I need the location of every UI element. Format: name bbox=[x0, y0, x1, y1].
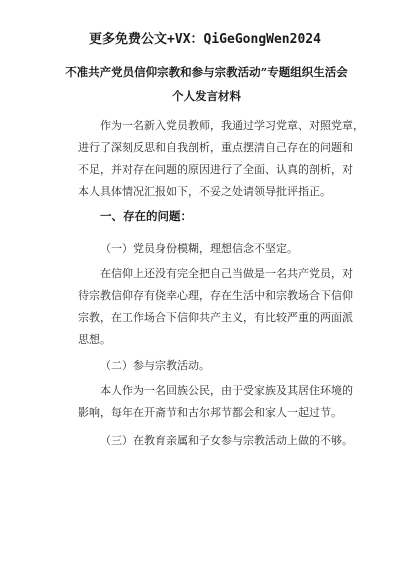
paragraph-line: 思想。 bbox=[78, 333, 111, 346]
subsection-heading-2: （二）参与宗教活动。 bbox=[100, 359, 210, 372]
paragraph-line: 影响，每年在开斋节和古尔邦节都会和家人一起过节。 bbox=[78, 406, 342, 419]
paragraph-line: 宗教，在工作场合下信仰共产主义，有比较严重的两面派 bbox=[78, 311, 353, 324]
intro-line: 作为一名新入党员教师，我通过学习党章、对照党章， bbox=[100, 119, 364, 132]
paragraph-line: 在信仰上还没有完全把自己当做是一名共产党员，对 bbox=[100, 267, 353, 280]
paragraph-line: 本人作为一名回族公民，由于受家族及其居住环境的 bbox=[100, 384, 353, 397]
intro-line: 本人具体情况汇报如下，不妥之处请领导批评指正。 bbox=[78, 185, 331, 198]
paragraph-line: 待宗教信仰存有侥幸心理，存在生活中和宗教场合下信仰 bbox=[78, 289, 353, 302]
subsection-heading-1: （一）党员身份模糊，理想信念不坚定。 bbox=[100, 242, 298, 255]
subsection-heading-3: （三）在教育亲属和子女参与宗教活动上做的不够。 bbox=[100, 434, 353, 447]
document-title-line-1: 不准共产党员信仰宗教和参与宗教活动”专题组织生活会 bbox=[65, 65, 348, 79]
intro-paragraph bbox=[78, 115, 364, 203]
subsection-1-paragraph bbox=[78, 263, 353, 351]
promo-header: 更多免费公文+VX：QiGeGongWen2024 bbox=[89, 32, 321, 47]
subsection-2-paragraph bbox=[78, 380, 353, 424]
intro-line: 进行了深刻反思和自我剖析，重点摆清自己存在的问题和 bbox=[78, 141, 353, 154]
intro-line: 不足，并对存在问题的原因进行了全面、认真的剖析，对 bbox=[78, 163, 353, 176]
document-title-line-2: 个人发言材料 bbox=[172, 89, 241, 103]
section-heading: 一、存在的问题： bbox=[100, 209, 192, 223]
